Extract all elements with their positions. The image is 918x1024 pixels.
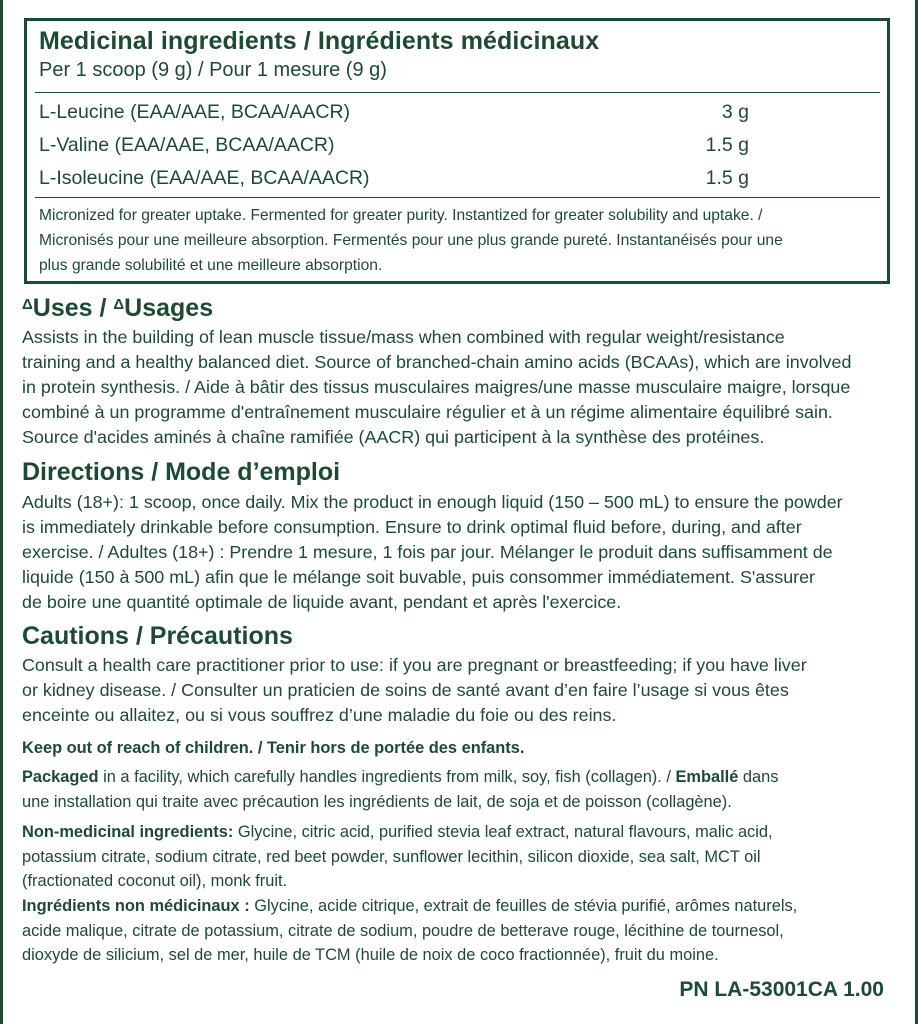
ingredient-amount: 1.5 g [705, 134, 749, 156]
packaged-text: dans [738, 768, 779, 786]
text-line: exercise. / Adultes (18+) : Prendre 1 mesure, 1 fois par jour. Mélanger le produit dans suffisamment de [22, 542, 833, 562]
non-medicinal-fr [22, 894, 912, 968]
medicinal-title: Medicinal ingredients / Ingrédients médicinaux [39, 27, 600, 55]
text-line: dioxyde de silicium, sel de mer, huile de TCM (huile de noix de coco fractionnée), fruit du moine. [22, 946, 719, 964]
text-line: Source d'acides aminés à chaîne ramifiée (AACR) qui participent à la synthèse des protéines. [22, 427, 765, 447]
directions-text [22, 490, 904, 615]
text-line: or kidney disease. / Consulter un praticien de soins de santé avant d’en faire l’usage si vous êtes [22, 680, 789, 700]
note-line: Micronisés pour une meilleure absorption. Fermentés pour une plus grande pureté. Instantanéisés pour une [39, 232, 783, 249]
uses-heading [22, 294, 213, 323]
text-line: liquide (150 à 500 mL) afin que le mélange soit buvable, puis consommer immédiatement. S'assurer [22, 567, 816, 587]
serving-size: Per 1 scoop (9 g) / Pour 1 mesure (9 g) [39, 59, 387, 81]
delta-mark: Δ [113, 296, 125, 313]
text-line [22, 765, 912, 790]
note-line: Micronized for greater uptake. Fermented for greater purity. Instantized for greater solubility and uptake. / [39, 207, 763, 224]
packaged-label: Packaged [22, 768, 99, 786]
medicinal-ingredients-box [24, 18, 890, 284]
text-line [22, 820, 912, 845]
text-line: potassium citrate, sodium citrate, red beet powder, sunflower lecithin, silicon dioxide, sea salt, MCT oil [22, 847, 761, 866]
uses-heading-fr: Usages [124, 294, 214, 322]
cautions-heading: Cautions / Précautions [22, 622, 293, 650]
text-line: is immediately drinkable before consumption. Ensure to drink optimal fluid before, during, and after [22, 517, 802, 537]
text-line: Consult a health care practitioner prior to use: if you are pregnant or breastfeeding; if you have liver [22, 655, 807, 675]
emballe-label: Emballé [675, 768, 739, 786]
text-line: Assists in the building of lean muscle tissue/mass when combined with regular weight/resistance [22, 327, 785, 347]
text-line: training and a healthy balanced diet. Source of branched-chain amino acids (BCAAs), which are involved [22, 352, 852, 372]
non-medicinal-label: Non-medicinal ingredients: [22, 823, 234, 841]
divider [35, 92, 880, 93]
non-medicinal-text: Glycine, acide citrique, extrait de feuilles de stévia purifié, arômes naturels, [249, 897, 798, 915]
packaged-text: in a facility, which carefully handles ingredients from milk, soy, fish (collagen). / [98, 768, 676, 786]
ingredient-amount: 1.5 g [705, 167, 749, 189]
ingredient-name: L-Leucine (EAA/AAE, BCAA/AACR) [39, 101, 351, 123]
divider [35, 197, 880, 198]
text-line: enceinte ou allaitez, ou si vous souffrez d’une maladie du foie ou des reins. [22, 705, 617, 725]
uses-text [22, 325, 904, 450]
part-number: PN LA-53001CA 1.00 [679, 978, 884, 1001]
directions-heading: Directions / Mode d’emploi [22, 458, 341, 486]
text-line: Adults (18+): 1 scoop, once daily. Mix the product in enough liquid (150 – 500 mL) to ensure the powder [22, 492, 843, 512]
ingredient-name: L-Isoleucine (EAA/AAE, BCAA/AACR) [39, 167, 370, 189]
cautions-text [22, 653, 904, 728]
ingredient-name: L-Valine (EAA/AAE, BCAA/AACR) [39, 134, 335, 156]
non-medicinal-label: Ingrédients non médicinaux : [22, 897, 250, 915]
non-medicinal-text: Glycine, citric acid, purified stevia leaf extract, natural flavours, malic acid, [233, 823, 773, 841]
packaged-statement [22, 765, 912, 814]
text-line: combiné à un programme d'entraînement musculaire régulier et à un régime alimentaire équilibré sain. [22, 402, 833, 422]
text-line: de boire une quantité optimale de liquide avant, pendant et après l'exercice. [22, 592, 622, 612]
keep-out-warning: Keep out of reach of children. / Tenir hors de portée des enfants. [22, 739, 525, 757]
text-line: in protein synthesis. / Aide à bâtir des tissus musculaires maigres/une masse musculaire maigre, lorsque [22, 377, 851, 397]
medicinal-note [39, 203, 889, 278]
note-line: plus grande solubilité et une meilleure absorption. [39, 257, 383, 274]
text-line: (fractionated coconut oil), monk fruit. [22, 872, 288, 890]
text-line: acide malique, citrate de potassium, citrate de sodium, poudre de betterave rouge, lécithine de tournesol, [22, 921, 784, 940]
ingredient-amount: 3 g [721, 101, 749, 123]
text-line: une installation qui traite avec précaution les ingrédients de lait, de soja et de poisson (collagène). [22, 792, 732, 811]
text-line [22, 894, 912, 919]
non-medicinal-en [22, 820, 912, 894]
delta-mark: Δ [22, 296, 33, 313]
uses-heading-en: Uses / [32, 294, 114, 322]
